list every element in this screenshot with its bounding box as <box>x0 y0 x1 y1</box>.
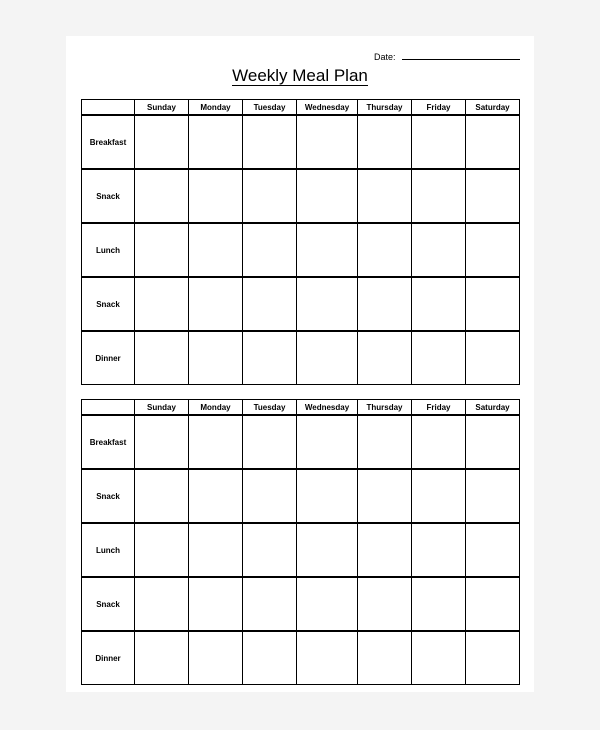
meal-cell[interactable] <box>358 523 412 577</box>
meal-cell[interactable] <box>412 223 466 277</box>
meal-cell[interactable] <box>297 469 358 523</box>
meal-plan-table-2 <box>81 399 520 685</box>
meal-cell[interactable] <box>466 331 520 385</box>
meal-cell[interactable] <box>189 631 243 685</box>
meal-cell[interactable] <box>412 277 466 331</box>
meal-row <box>82 415 520 469</box>
day-header: Wednesday <box>297 400 358 416</box>
meal-cell[interactable] <box>135 415 189 469</box>
meal-label: Breakfast <box>82 115 135 169</box>
meal-label: Snack <box>82 169 135 223</box>
meal-cell[interactable] <box>466 523 520 577</box>
meal-cell[interactable] <box>412 415 466 469</box>
meal-row <box>82 469 520 523</box>
date-underline[interactable] <box>402 51 520 60</box>
meal-cell[interactable] <box>412 331 466 385</box>
meal-cell[interactable] <box>243 577 297 631</box>
meal-cell[interactable] <box>243 115 297 169</box>
meal-cell[interactable] <box>189 331 243 385</box>
meal-cell[interactable] <box>297 415 358 469</box>
meal-row <box>82 331 520 385</box>
meal-cell[interactable] <box>297 331 358 385</box>
meal-cell[interactable] <box>189 415 243 469</box>
meal-cell[interactable] <box>243 469 297 523</box>
meal-label: Snack <box>82 577 135 631</box>
page-title-text: Weekly Meal Plan <box>232 66 368 85</box>
meal-cell[interactable] <box>466 169 520 223</box>
corner-cell <box>82 100 135 116</box>
meal-cell[interactable] <box>297 169 358 223</box>
meal-cell[interactable] <box>297 223 358 277</box>
meal-cell[interactable] <box>358 223 412 277</box>
day-header: Monday <box>189 100 243 116</box>
meal-cell[interactable] <box>412 523 466 577</box>
meal-cell[interactable] <box>466 415 520 469</box>
meal-row <box>82 115 520 169</box>
meal-cell[interactable] <box>135 523 189 577</box>
meal-row <box>82 577 520 631</box>
day-header: Friday <box>412 100 466 116</box>
meal-cell[interactable] <box>135 577 189 631</box>
meal-label: Dinner <box>82 631 135 685</box>
meal-cell[interactable] <box>297 523 358 577</box>
meal-cell[interactable] <box>412 115 466 169</box>
meal-row <box>82 223 520 277</box>
day-header: Friday <box>412 400 466 416</box>
meal-cell[interactable] <box>189 523 243 577</box>
meal-cell[interactable] <box>466 631 520 685</box>
meal-row <box>82 169 520 223</box>
meal-cell[interactable] <box>243 523 297 577</box>
meal-cell[interactable] <box>189 577 243 631</box>
meal-cell[interactable] <box>135 469 189 523</box>
day-header: Tuesday <box>243 100 297 116</box>
meal-cell[interactable] <box>412 169 466 223</box>
page-title <box>0 66 600 86</box>
meal-cell[interactable] <box>297 115 358 169</box>
meal-cell[interactable] <box>466 223 520 277</box>
meal-cell[interactable] <box>297 277 358 331</box>
day-header: Saturday <box>466 400 520 416</box>
header-row <box>82 100 520 116</box>
day-header: Tuesday <box>243 400 297 416</box>
meal-cell[interactable] <box>135 277 189 331</box>
meal-cell[interactable] <box>135 631 189 685</box>
meal-cell[interactable] <box>358 415 412 469</box>
meal-cell[interactable] <box>243 331 297 385</box>
meal-label: Breakfast <box>82 415 135 469</box>
meal-cell[interactable] <box>135 169 189 223</box>
meal-cell[interactable] <box>466 115 520 169</box>
meal-row <box>82 277 520 331</box>
meal-plan-table-1 <box>81 99 520 385</box>
meal-cell[interactable] <box>243 169 297 223</box>
meal-cell[interactable] <box>466 469 520 523</box>
meal-cell[interactable] <box>297 631 358 685</box>
meal-cell[interactable] <box>135 223 189 277</box>
meal-cell[interactable] <box>189 223 243 277</box>
day-header: Thursday <box>358 400 412 416</box>
meal-cell[interactable] <box>358 631 412 685</box>
meal-label: Dinner <box>82 331 135 385</box>
meal-label: Snack <box>82 277 135 331</box>
day-header: Sunday <box>135 100 189 116</box>
meal-label: Lunch <box>82 523 135 577</box>
meal-cell[interactable] <box>358 277 412 331</box>
day-header: Thursday <box>358 100 412 116</box>
meal-cell[interactable] <box>466 277 520 331</box>
meal-cell[interactable] <box>412 631 466 685</box>
meal-cell[interactable] <box>412 469 466 523</box>
meal-cell[interactable] <box>189 169 243 223</box>
meal-cell[interactable] <box>466 577 520 631</box>
meal-cell[interactable] <box>135 115 189 169</box>
day-header: Saturday <box>466 100 520 116</box>
meal-cell[interactable] <box>243 415 297 469</box>
meal-cell[interactable] <box>358 115 412 169</box>
meal-cell[interactable] <box>358 577 412 631</box>
meal-cell[interactable] <box>243 277 297 331</box>
meal-cell[interactable] <box>358 169 412 223</box>
meal-row <box>82 631 520 685</box>
date-field <box>374 51 520 62</box>
meal-row <box>82 523 520 577</box>
meal-cell[interactable] <box>189 277 243 331</box>
meal-cell[interactable] <box>412 577 466 631</box>
meal-cell[interactable] <box>358 469 412 523</box>
meal-cell[interactable] <box>189 469 243 523</box>
meal-cell[interactable] <box>358 331 412 385</box>
meal-cell[interactable] <box>297 577 358 631</box>
meal-cell[interactable] <box>135 331 189 385</box>
meal-cell[interactable] <box>243 631 297 685</box>
corner-cell <box>82 400 135 416</box>
meal-cell[interactable] <box>189 115 243 169</box>
day-header: Wednesday <box>297 100 358 116</box>
header-row <box>82 400 520 416</box>
date-label: Date: <box>374 52 396 62</box>
meal-label: Snack <box>82 469 135 523</box>
day-header: Sunday <box>135 400 189 416</box>
day-header: Monday <box>189 400 243 416</box>
meal-label: Lunch <box>82 223 135 277</box>
meal-cell[interactable] <box>243 223 297 277</box>
